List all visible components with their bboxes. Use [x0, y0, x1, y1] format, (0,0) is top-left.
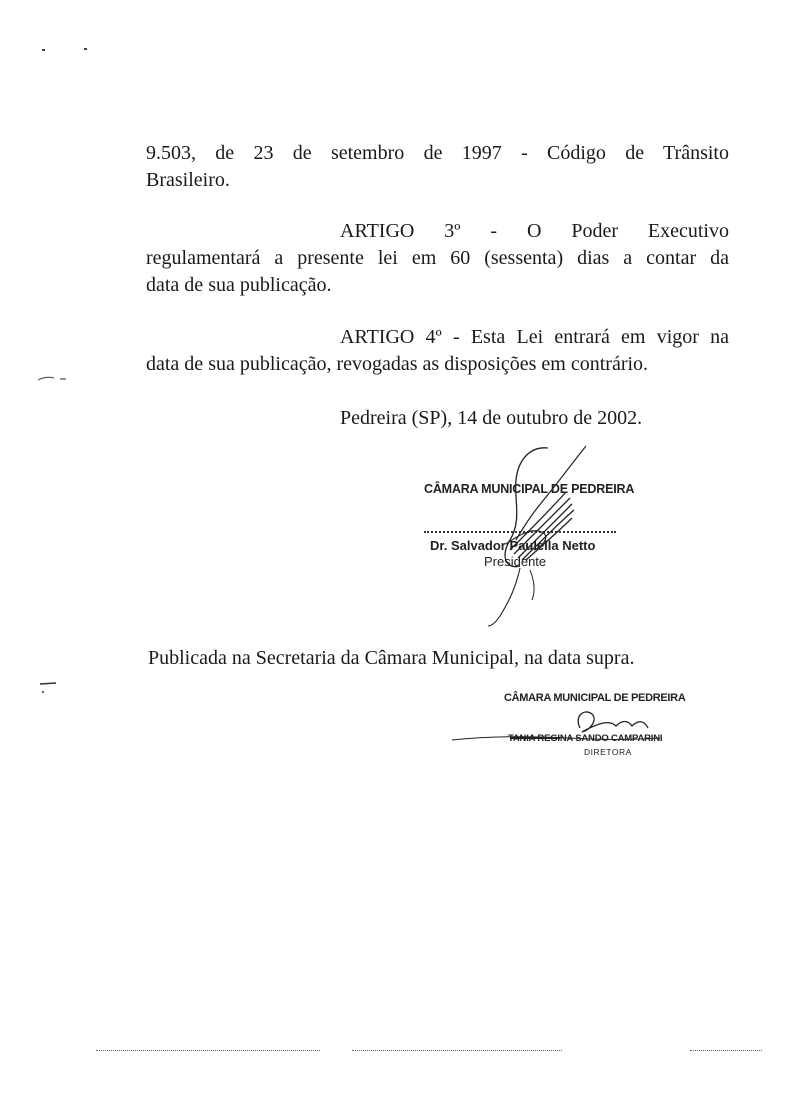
handwritten-signature	[470, 440, 600, 630]
scan-speck	[84, 48, 87, 50]
date-place: Pedreira (SP), 14 de outubro de 2002.	[340, 407, 643, 429]
margin-mark	[36, 372, 70, 384]
artigo-4-line-1: ARTIGO 4º - Esta Lei entrará em vigor na	[340, 326, 729, 348]
artigo-3-line-1: ARTIGO 3º - O Poder Executivo	[340, 220, 729, 242]
publication-note: Publicada na Secretaria da Câmara Municipal, na data supra.	[148, 647, 635, 669]
scan-line	[96, 1050, 320, 1051]
scan-line	[352, 1050, 562, 1051]
director-name: TANIA REGINA SANDO CAMPARINI	[508, 733, 663, 744]
artigo-3-line-3: data de sua publicação.	[146, 274, 332, 296]
margin-mark	[36, 674, 60, 694]
signer-name: Dr. Salvador Paulella Netto	[430, 538, 596, 553]
artigo-4-line-2: data de sua publicação, revogadas as disposições em contrário.	[146, 353, 649, 375]
institution-stamp-2: CÂMARA MUNICIPAL DE PEDREIRA	[504, 692, 686, 704]
director-role: DIRETORA	[584, 747, 632, 757]
intro-line-2: Brasileiro.	[146, 169, 230, 191]
institution-stamp: CÂMARA MUNICIPAL DE PEDREIRA	[424, 482, 635, 496]
intro-line-1: 9.503, de 23 de setembro de 1997 - Código de Trânsito	[146, 142, 729, 164]
handwritten-signature-2	[450, 700, 680, 750]
scan-speck	[42, 49, 45, 51]
signer-role: Presidente	[484, 554, 547, 569]
scan-line	[690, 1050, 762, 1051]
artigo-3-line-2: regulamentará a presente lei em 60 (sessenta) dias a contar da	[146, 247, 729, 269]
